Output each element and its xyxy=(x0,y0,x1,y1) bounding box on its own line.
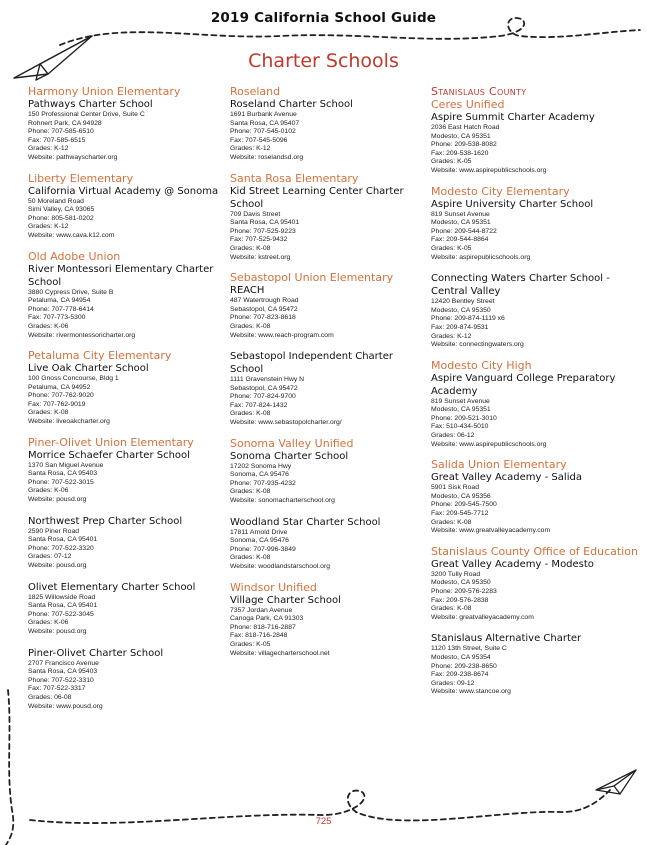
school-phone: Phone: 707-545-0102 xyxy=(230,128,296,136)
listing-column-1 xyxy=(28,85,223,711)
school-address: 7357 Jordan Avenue xyxy=(230,606,293,614)
school-city: Modesto, CA 95350 xyxy=(431,579,491,587)
district-heading: Liberty Elementary xyxy=(28,171,134,185)
school-city: Modesto, CA 95350 xyxy=(431,306,491,314)
school-website: Website: pousd.org xyxy=(28,627,87,635)
school-name: Northwest Prep Charter School xyxy=(28,515,183,527)
school-name: California Virtual Academy @ Sonoma xyxy=(28,185,219,197)
district-heading: Sonoma Valley Unified xyxy=(230,436,354,450)
school-grades: Grades: K-05 xyxy=(230,640,271,648)
school-entry xyxy=(230,185,425,263)
school-grades: Grades: 07-12 xyxy=(28,553,72,561)
district-heading: Santa Rosa Elementary xyxy=(230,171,359,185)
school-phone: Phone: 707-935-4232 xyxy=(230,479,296,487)
district-heading: Piner-Olivet Union Elementary xyxy=(28,435,194,449)
school-phone: Phone: 707-522-3015 xyxy=(28,478,94,486)
school-phone: Phone: 209-521-3010 xyxy=(431,414,497,422)
school-website: Website: www.sebastopolcharter.org/ xyxy=(230,419,342,427)
school-entry xyxy=(28,362,223,427)
district-heading: Ceres Unified xyxy=(431,98,505,111)
school-phone: Phone: 209-874-1119 x6 xyxy=(431,315,505,323)
school-grades: Grades: 09-12 xyxy=(431,679,475,687)
district-heading: Petaluma City Elementary xyxy=(28,349,172,363)
school-entry xyxy=(431,111,641,176)
school-website: Website: liveoakcharter.org xyxy=(28,418,110,426)
school-address: 487 Watertrough Road xyxy=(230,297,299,305)
school-name: Olivet Elementary Charter School xyxy=(28,581,196,593)
school-name: Aspire University Charter School xyxy=(431,198,594,210)
school-fax: Fax: 707-522-3317 xyxy=(28,685,86,693)
school-name: Pathways Charter School xyxy=(28,99,153,110)
school-grades: Grades: K-08 xyxy=(230,322,271,330)
school-grades: Grades: 06-08 xyxy=(28,693,72,701)
school-name: Morrice Schaefer Charter School xyxy=(28,449,190,461)
district-heading: Stanislaus County Office of Education xyxy=(431,544,638,558)
school-entry xyxy=(431,632,641,697)
school-name: Great Valley Academy - Modesto xyxy=(431,558,594,570)
school-grades: Grades: K-12 xyxy=(431,332,472,340)
school-phone: Phone: 707-824-9700 xyxy=(230,393,296,401)
school-website: Website: www.greatvalleyacademy.com xyxy=(431,527,551,535)
school-entry xyxy=(28,647,223,712)
school-grades: Grades: K-08 xyxy=(431,518,472,526)
school-city: Modesto, CA 95351 xyxy=(431,132,491,140)
school-grades: Grades: K-05 xyxy=(431,244,472,252)
school-address: 709 Davis Street xyxy=(230,210,281,218)
school-address: 1691 Burbank Avenue xyxy=(230,111,297,118)
school-address: 12420 Bentley Street xyxy=(431,298,495,306)
school-grades: Grades: K-06 xyxy=(28,487,69,495)
school-phone: Phone: 209-544-8722 xyxy=(431,227,497,235)
school-website: Website: www.reach-program.com xyxy=(230,331,334,339)
school-grades: Grades: K-08 xyxy=(431,605,472,613)
school-grades: Grades: K-05 xyxy=(431,158,472,166)
district-heading: Salida Union Elementary xyxy=(431,458,567,472)
school-phone: Phone: 707-585-6510 xyxy=(28,128,94,136)
school-name: Kid Street Learning Center Charter School xyxy=(230,185,404,210)
school-address: 1370 San Miguel Avenue xyxy=(28,461,104,469)
school-entry xyxy=(431,198,641,263)
school-name: River Montessori Elementary Charter School xyxy=(28,263,214,288)
school-website: Website: aspirepublicschools.org xyxy=(431,253,531,261)
school-entry xyxy=(431,471,641,536)
district-heading: Modesto City High xyxy=(431,358,532,372)
school-website: Website: connectingwaters.org xyxy=(431,341,524,349)
school-name: Sebastopol Independent Charter School xyxy=(230,351,393,376)
school-name: REACH xyxy=(230,285,265,297)
school-website: Website: villagecharterschool.net xyxy=(230,649,330,657)
school-city: Santa Rosa, CA 95407 xyxy=(230,119,300,127)
school-website: Website: roselandsd.org xyxy=(230,153,304,161)
school-fax: Fax: 209-238-8674 xyxy=(431,671,489,679)
school-fax: Fax: 510-434-5010 xyxy=(431,423,489,431)
school-name: Woodland Star Charter School xyxy=(230,516,381,528)
school-address: 2590 Piner Road xyxy=(28,527,80,535)
school-city: Sebastopol, CA 95472 xyxy=(230,305,298,313)
school-website: Website: www.aspirepublicschools.org xyxy=(431,440,547,448)
school-name: Piner-Olivet Charter School xyxy=(28,647,164,659)
school-phone: Phone: 707-525-9223 xyxy=(230,227,296,235)
school-entry xyxy=(230,516,425,572)
school-fax: Fax: 707-525-9432 xyxy=(230,236,288,244)
school-phone: Phone: 209-576-2283 xyxy=(431,588,497,595)
school-phone: Phone: 818-716-2887 xyxy=(230,623,296,631)
school-entry xyxy=(230,350,425,428)
school-fax: Fax: 707-773-5300 xyxy=(28,314,86,322)
page-number: 725 xyxy=(315,816,332,827)
school-website: Website: pathwayscharter.org xyxy=(28,153,118,161)
school-name: Connecting Waters Charter School - Central Valley xyxy=(431,273,610,298)
page-title: Charter Schools xyxy=(248,50,399,72)
school-website: Website: www.cava.k12.com xyxy=(28,231,115,239)
school-city: Rohnert Park, CA 94928 xyxy=(28,119,102,127)
school-grades: Grades: K-08 xyxy=(230,554,271,562)
school-phone: Phone: 209-538-8082 xyxy=(431,141,497,149)
school-website: Website: pousd.org xyxy=(28,562,87,569)
school-grades: Grades: 06-12 xyxy=(431,432,475,440)
school-entry xyxy=(230,450,425,506)
school-entry xyxy=(230,98,425,163)
district-heading: Windsor Unified xyxy=(230,580,317,594)
school-website: Website: www.aspirepublicschools.org xyxy=(431,166,547,174)
school-city: Santa Rosa, CA 95403 xyxy=(28,668,98,676)
school-fax: Fax: 209-544-8864 xyxy=(431,236,489,244)
listing-column-2 xyxy=(230,85,425,658)
school-phone: Phone: 707-996-3849 xyxy=(230,545,296,553)
school-address: 50 Moreland Road xyxy=(28,197,84,205)
school-city: Sonoma, CA 95476 xyxy=(230,537,289,545)
school-name: Aspire Vanguard College Preparatory Academy xyxy=(431,372,616,397)
school-entry xyxy=(28,263,223,341)
school-website: Website: www.pousd.org xyxy=(28,702,103,710)
school-address: 100 Gnoss Concourse, Bldg 1 xyxy=(28,375,119,383)
school-phone: Phone: 707-522-3320 xyxy=(28,544,94,552)
school-phone: Phone: 209-238-8650 xyxy=(431,662,497,670)
school-city: Simi Valley, CA 93065 xyxy=(28,206,95,214)
school-address: 1825 Willowside Road xyxy=(28,593,96,601)
paper-plane-icon xyxy=(596,770,636,794)
school-entry xyxy=(28,185,223,241)
school-phone: Phone: 707-823-8618 xyxy=(230,314,296,322)
school-entry xyxy=(28,98,223,163)
district-heading: Harmony Union Elementary xyxy=(28,85,181,98)
school-city: Canoga Park, CA 91303 xyxy=(230,615,304,623)
school-address: 819 Sunset Avenue xyxy=(431,397,490,405)
school-entry xyxy=(230,284,425,340)
school-city: Modesto, CA 95351 xyxy=(431,406,491,414)
school-phone: Phone: 707-762-9020 xyxy=(28,392,94,400)
school-entry xyxy=(431,372,641,450)
school-fax: Fax: 707-824-1432 xyxy=(230,401,288,409)
school-grades: Grades: K-08 xyxy=(28,409,69,417)
school-name: Village Charter School xyxy=(230,594,341,606)
school-phone: Phone: 209-545-7500 xyxy=(431,501,497,509)
school-address: 1111 Gravenstein Hwy N xyxy=(230,376,305,384)
school-name: Sonoma Charter School xyxy=(230,450,349,462)
school-address: 3880 Cypress Drive, Suite B xyxy=(28,288,114,296)
school-website: Website: pousd.org xyxy=(28,496,87,504)
school-city: Modesto, CA 95351 xyxy=(431,219,491,227)
school-name: Roseland Charter School xyxy=(230,99,353,110)
school-phone: Phone: 707-522-3045 xyxy=(28,610,94,618)
school-address: 819 Sunset Avenue xyxy=(431,210,490,218)
school-city: Santa Rosa, CA 95401 xyxy=(230,219,300,227)
school-grades: Grades: K-12 xyxy=(28,145,69,153)
school-grades: Grades: K-12 xyxy=(230,145,271,153)
school-website: Website: www.stancoe.org xyxy=(431,688,511,696)
school-address: 3200 Tully Road xyxy=(431,570,481,578)
school-city: Modesto, CA 95356 xyxy=(431,492,491,500)
school-grades: Grades: K-06 xyxy=(28,322,69,330)
school-website: Website: kstreet.org xyxy=(230,253,291,261)
school-city: Petaluma, CA 94954 xyxy=(28,297,91,305)
school-fax: Fax: 707-545-5096 xyxy=(230,136,288,144)
school-website: Website: rivermontessoricharter.org xyxy=(28,331,136,339)
district-heading: Roseland xyxy=(230,85,281,98)
listing-column-3 xyxy=(431,85,641,697)
school-website: Website: greatvalleyacademy.com xyxy=(431,613,534,621)
school-name: Great Valley Academy - Salida xyxy=(431,472,582,484)
school-address: 5901 Sisk Road xyxy=(431,484,479,492)
school-phone: Phone: 707-522-3310 xyxy=(28,676,94,684)
school-website: Website: woodlandstarschool.org xyxy=(230,563,330,570)
school-city: Santa Rosa, CA 95403 xyxy=(28,470,98,478)
school-grades: Grades: K-06 xyxy=(28,619,69,627)
school-city: Sonoma, CA 95476 xyxy=(230,471,289,479)
school-entry xyxy=(431,558,641,623)
school-address: 2707 Francisco Avenue xyxy=(28,659,99,667)
school-fax: Fax: 209-874-9531 xyxy=(431,323,489,331)
school-name: Stanislaus Alternative Charter xyxy=(431,633,582,645)
school-address: 2036 East Hatch Road xyxy=(431,124,500,131)
school-grades: Grades: K-08 xyxy=(230,410,271,418)
school-website: Website: sonomacharterschool.org xyxy=(230,497,335,505)
school-address: 150 Professional Center Drive, Suite C xyxy=(28,111,145,118)
district-heading: Sebastopol Union Elementary xyxy=(230,271,394,285)
school-entry xyxy=(230,594,425,659)
guide-title: 2019 California School Guide xyxy=(210,10,437,26)
school-address: 1120 13th Street, Suite C xyxy=(431,645,507,653)
school-fax: Fax: 209-576-2838 xyxy=(431,596,489,604)
school-grades: Grades: K-08 xyxy=(230,244,271,252)
school-fax: Fax: 707-585-6515 xyxy=(28,136,86,144)
school-city: Sebastopol, CA 95472 xyxy=(230,384,298,392)
school-grades: Grades: K-08 xyxy=(230,488,271,496)
school-entry xyxy=(28,515,223,571)
school-name: Live Oak Charter School xyxy=(28,363,149,375)
county-heading: Stanislaus County xyxy=(431,85,527,98)
school-entry xyxy=(431,272,641,350)
school-city: Petaluma, CA 94952 xyxy=(28,383,91,391)
school-fax: Fax: 818-716-2848 xyxy=(230,632,288,640)
school-grades: Grades: K-12 xyxy=(28,223,69,231)
school-entry xyxy=(28,449,223,505)
school-city: Modesto, CA 95354 xyxy=(431,653,491,661)
school-name: Aspire Summit Charter Academy xyxy=(431,112,595,123)
school-city: Santa Rosa, CA 95401 xyxy=(28,602,98,610)
district-heading: Modesto City Elementary xyxy=(431,184,570,198)
school-fax: Fax: 209-545-7712 xyxy=(431,510,489,518)
school-phone: Phone: 805-581-0202 xyxy=(28,214,94,222)
school-address: 17202 Sonoma Hwy xyxy=(230,462,292,470)
school-city: Santa Rosa, CA 95401 xyxy=(28,536,98,544)
school-phone: Phone: 707-778-6414 xyxy=(28,305,94,313)
school-fax: Fax: 707-762-9019 xyxy=(28,400,86,408)
district-heading: Old Adobe Union xyxy=(28,249,121,263)
school-entry xyxy=(28,581,223,637)
school-address: 17811 Arnold Drive xyxy=(230,528,288,536)
school-fax: Fax: 209-538-1620 xyxy=(431,149,489,157)
